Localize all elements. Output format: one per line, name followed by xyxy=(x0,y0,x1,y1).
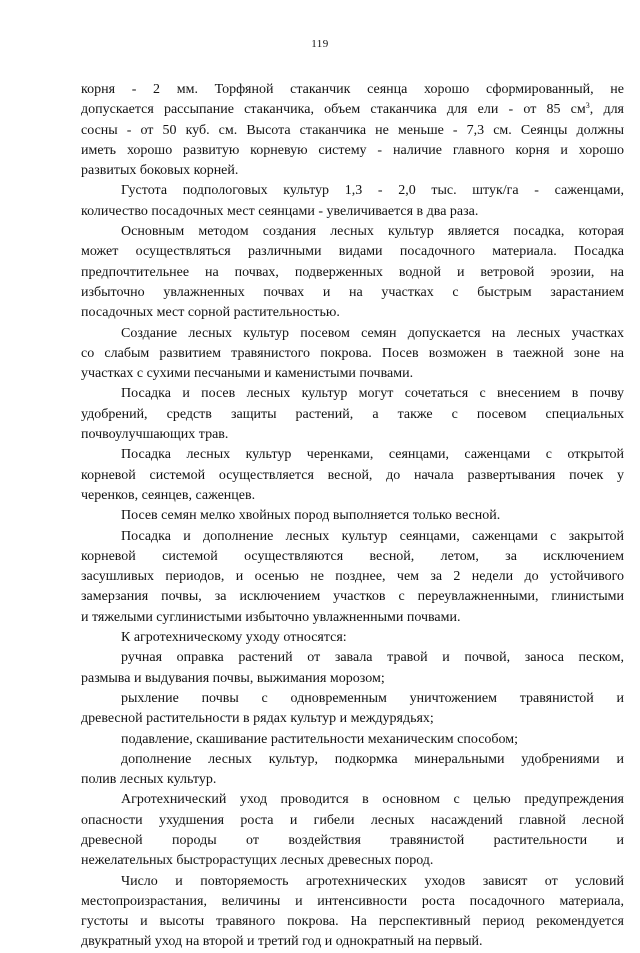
text-line: Агротехнический уход проводится в основном с целью предупреждения xyxy=(121,792,624,808)
text-line: развитых боковых корней. xyxy=(81,163,239,179)
text-line: Посадка и дополнение лесных культур сеянцами, саженцами с закрытой xyxy=(121,528,624,544)
text-line: Посадка лесных культур черенками, сеянцами, саженцами с открытой xyxy=(121,447,624,463)
paragraph-care-2 xyxy=(81,689,624,730)
paragraph-care-count xyxy=(81,872,624,953)
text-line: дополнение лесных культур, подкормка минеральными удобрениями и xyxy=(121,751,624,767)
text-line: замерзания почвы, за исключением участков с переувлажненными, глинистыми xyxy=(81,589,624,605)
paragraph-fertilizer xyxy=(81,384,624,445)
text-line: посадочных мест сорной растительностью. xyxy=(81,305,340,321)
superscript-3: 3 xyxy=(585,101,590,111)
text-line: Посев семян мелко хвойных пород выполняется только весной. xyxy=(121,508,501,524)
text-line: двукратный уход на второй и третий год и однократный на первый. xyxy=(81,934,483,950)
text-line: древесной породы от воздействия травянистой растительности и xyxy=(81,832,624,848)
body-text xyxy=(81,80,624,953)
text-line: К агротехническому уходу относятся: xyxy=(121,630,347,646)
text-line: черенков, сеянцев, саженцев. xyxy=(81,487,256,503)
paragraph-conifer-seeds xyxy=(81,506,624,526)
text-line: нежелательных быстрорастущих лесных древесных пород. xyxy=(81,853,434,869)
paragraph-care-purpose xyxy=(81,790,624,871)
text-line: Посадка и посев лесных культур могут сочетаться с внесением в почву xyxy=(121,386,624,402)
text-line: полив лесных культур. xyxy=(81,772,217,788)
text-line: удобрений, средств защиты растений, а также с посевом специальных xyxy=(81,406,624,422)
text-line: почвоулучшающих трав. xyxy=(81,427,229,443)
text-line: рыхление почвы с одновременным уничтожением травянистой и xyxy=(121,690,624,706)
paragraph-main-method xyxy=(81,222,624,323)
text-line: засушливых периодов, и осенью не позднее, чем за 2 недели до устойчивого xyxy=(81,569,624,585)
text-line: опасности ухудшения роста и гибели лесных насаждений главной лесной xyxy=(81,812,624,828)
text-line: размыва и выдувания почвы, выжимания морозом; xyxy=(81,670,385,686)
paragraph-cuttings xyxy=(81,445,624,506)
paragraph-seedling-cup xyxy=(81,80,624,181)
text-line: допускается рассыпание стаканчика, объем стаканчика для ели - от 85 $см^3$, для xyxy=(81,101,624,118)
text-line: со слабым развитием травянистого покрова. Посев возможен в таежной зоне на xyxy=(81,345,624,361)
paragraph-care-3 xyxy=(81,730,624,750)
text-line: местопроизрастания, величины и интенсивности роста посадочного материала, xyxy=(81,893,624,909)
text-line: Число и повторяемость агротехнических уходов зависят от условий xyxy=(121,873,624,889)
text-line: иметь хорошо развитую корневую систему - наличие главного корня и хорошо xyxy=(81,142,624,158)
page-number: 119 xyxy=(311,38,329,50)
paragraph-sowing xyxy=(81,324,624,385)
text-line: может осуществляться различными видами посадочного материала. Посадка xyxy=(81,244,624,260)
text-line: участках с сухими песчаными и каменистыми почвами. xyxy=(81,366,414,382)
text-line: Основным методом создания лесных культур является посадка, которая xyxy=(121,224,624,240)
paragraph-care-intro xyxy=(81,628,624,648)
text-line: Густота подпологовых культур 1,3 - 2,0 тыс. штук/га - саженцами, xyxy=(121,183,624,199)
text-line: древесной растительности в рядах культур и междурядьях; xyxy=(81,711,434,727)
text-line: корневой системой осуществляется весной, до начала развертывания почек у xyxy=(81,467,624,483)
text-line: ручная оправка растений от завала травой и почвой, заноса песком, xyxy=(121,650,624,666)
paragraph-density xyxy=(81,181,624,222)
text-line: избыточно увлажненных почвах и на участках с быстрым зарастанием xyxy=(81,284,624,300)
text-line: Создание лесных культур посевом семян допускается на лесных участках xyxy=(121,325,624,341)
text-line: сосны - от 50 куб. см. Высота стаканчика не меньше - 7,3 см. Сеянцы должны xyxy=(81,122,624,138)
paragraph-closed-roots xyxy=(81,527,624,628)
text-line: подавление, скашивание растительности механическим способом; xyxy=(121,731,519,747)
paragraph-care-4 xyxy=(81,750,624,791)
paragraph-care-1 xyxy=(81,648,624,689)
text-line: предпочтительнее на почвах, подверженных водной и ветровой эрозии, на xyxy=(81,264,624,280)
text-line: корневой системой осуществляются весной, летом, за исключением xyxy=(81,548,624,564)
text-line: и тяжелыми суглинистыми избыточно увлажненными почвами. xyxy=(81,609,461,625)
text-line: корня - 2 мм. Торфяной стаканчик сеянца хорошо сформированный, не xyxy=(81,82,624,97)
text-line: количество посадочных мест сеянцами - увеличивается в два раза. xyxy=(81,203,479,219)
text-line: густоты и высоты травяного покрова. На перспективный период рекомендуется xyxy=(81,914,624,930)
